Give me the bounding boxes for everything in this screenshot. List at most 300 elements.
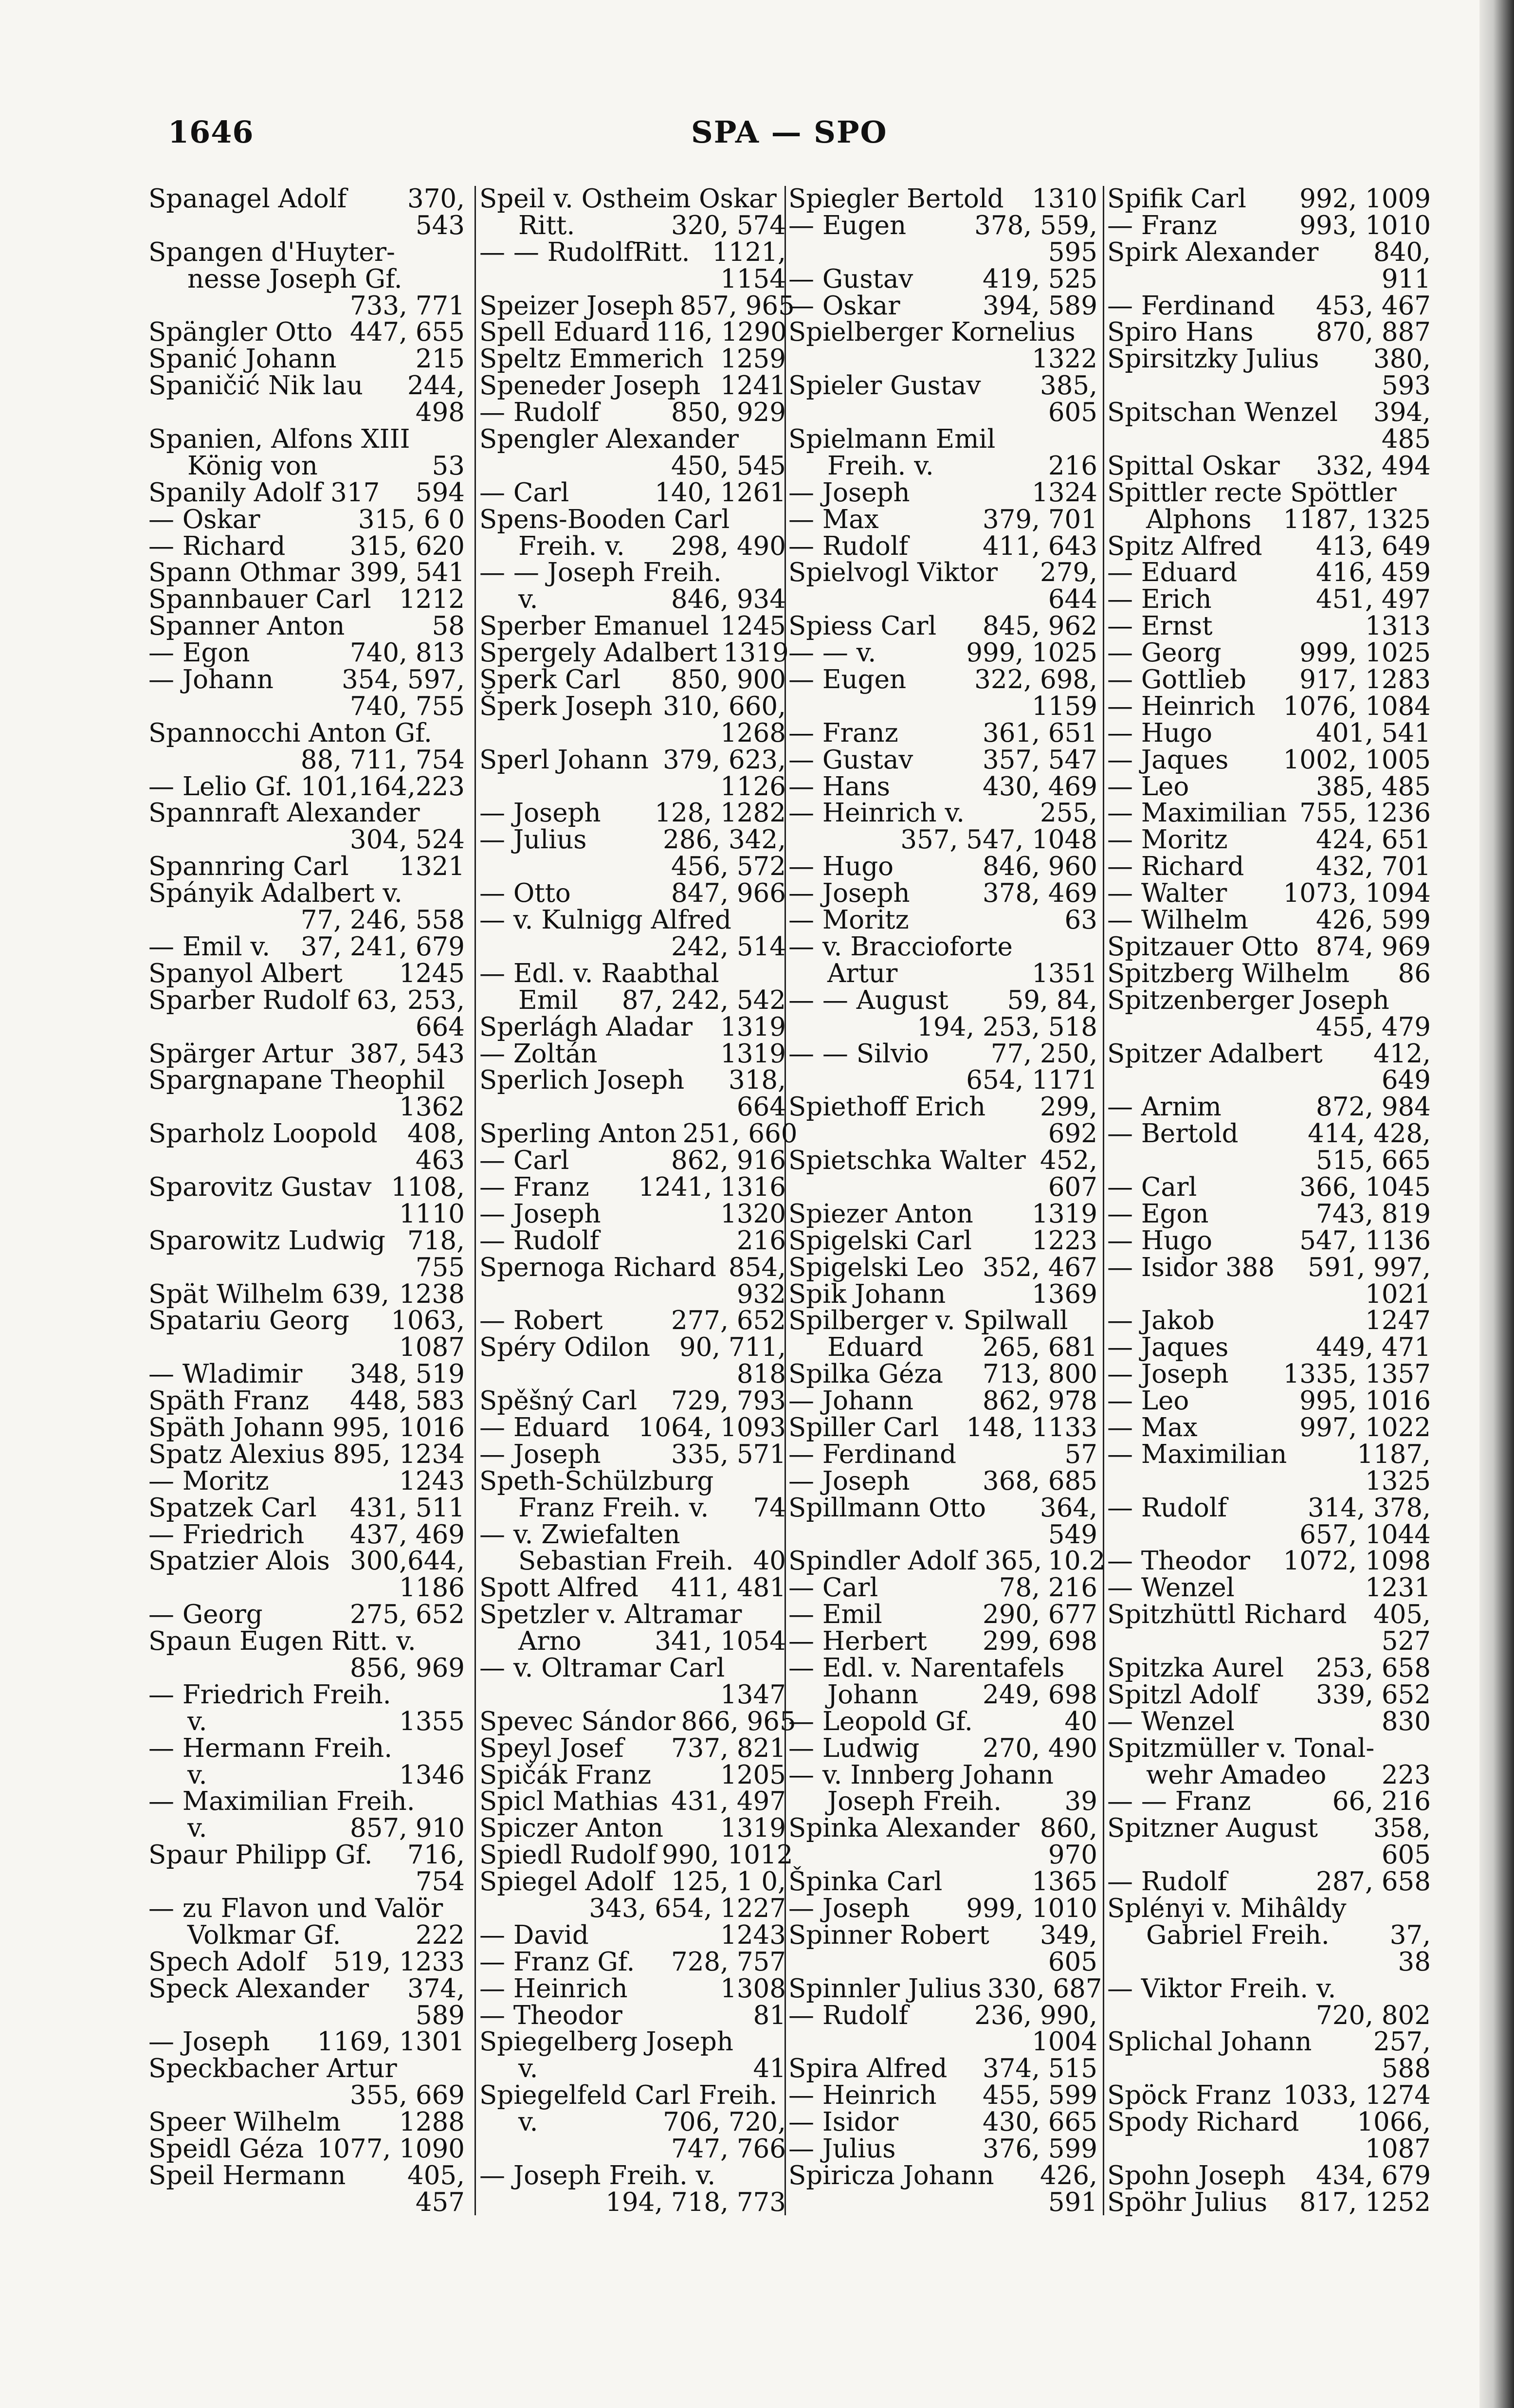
entry-name: Speizer Joseph	[479, 291, 674, 321]
entry-name: — Joseph	[479, 798, 601, 828]
entry-page-refs: 318,	[728, 1065, 786, 1095]
entry-name: — Rudolf	[479, 398, 600, 428]
entry-page-refs: 447, 655	[349, 317, 465, 347]
entry-page-refs: 847, 966	[671, 878, 786, 909]
entry-name: Johann	[827, 1679, 919, 1710]
entry-name: Spech Adolf	[148, 1947, 306, 1977]
entry-page-refs: 140, 1261	[655, 477, 786, 508]
entry-name: Spik Johann	[788, 1279, 946, 1309]
entry-page-refs: 222	[415, 1920, 465, 1950]
entry-name: Speltz Emmerich	[479, 344, 704, 374]
entry-page-refs: 412,	[1373, 1039, 1431, 1069]
entry-name: — Eugen	[788, 665, 907, 695]
index-entry-line	[788, 1602, 1097, 1628]
index-entry-line	[148, 1788, 465, 1815]
entry-name: — Eugen	[788, 210, 907, 240]
index-entry-line	[479, 1815, 786, 1842]
entry-page-refs: 37, 241, 679	[300, 931, 465, 962]
index-column-1	[148, 186, 465, 2230]
entry-name: Spinka Alexander	[788, 1813, 1020, 1843]
index-entry-line	[1107, 880, 1431, 907]
index-entry-line	[148, 1121, 465, 1148]
entry-name: Speck Alexander	[148, 1973, 369, 2004]
entry-page-refs: 733, 771	[349, 291, 465, 321]
entry-name: Šperk Joseph	[479, 691, 653, 721]
index-entry-line	[148, 266, 465, 293]
index-entry-line	[1107, 239, 1431, 266]
index-entry-line	[1107, 771, 1431, 802]
entry-name: Volkmar Gf.	[187, 1920, 341, 1950]
entry-name: — Joseph	[788, 1466, 910, 1496]
index-entry-line	[788, 1252, 1097, 1282]
index-entry-line	[148, 2029, 465, 2056]
entry-name: Spanić Johann	[148, 344, 337, 374]
entry-name: Sparber Rudolf 63,	[148, 985, 398, 1015]
entry-page-refs: 431, 497	[671, 1787, 786, 1817]
index-entry-line	[788, 747, 1097, 774]
entry-name: Speil v. Ostheim Oskar	[479, 184, 777, 214]
index-entry-line	[148, 640, 465, 667]
index-entry-line	[788, 453, 1097, 480]
entry-name: — Theodor	[479, 2000, 622, 2030]
index-entry-line	[1107, 1252, 1431, 1282]
index-entry-line	[479, 477, 786, 508]
entry-name: Spatariu Georg	[148, 1306, 349, 1336]
entry-name: — — Joseph Freih.	[479, 558, 722, 588]
entry-name: — Carl	[479, 1146, 569, 1176]
entry-page-refs: 595	[1048, 237, 1097, 267]
entry-page-refs: 38	[1398, 1947, 1431, 1977]
entry-name: — Oskar	[788, 291, 900, 321]
index-entry-line	[1107, 1308, 1431, 1334]
index-entry-line	[148, 987, 465, 1014]
entry-page-refs: 932	[736, 1279, 786, 1309]
index-entry-line	[148, 1067, 465, 1094]
index-entry-line	[1107, 1575, 1431, 1602]
entry-name: Spannocchi Anton Gf.	[148, 718, 432, 748]
entry-page-refs: 414, 428,	[1308, 1119, 1431, 1149]
entry-name: Sparowitz Ludwig	[148, 1225, 385, 1256]
entry-page-refs: 385, 485	[1315, 771, 1431, 802]
entry-page-refs: 1322	[1032, 344, 1097, 374]
entry-name: Spitzner August	[1107, 1813, 1318, 1843]
entry-name: Eduard	[827, 1332, 924, 1363]
index-entry-line	[479, 1679, 786, 1710]
index-entry-line	[1107, 1762, 1431, 1789]
entry-page-refs: 253,	[407, 985, 465, 1015]
index-entry-line	[148, 2109, 465, 2136]
column-divider	[1103, 186, 1104, 2215]
entry-page-refs: 970	[1048, 1840, 1097, 1870]
entry-name: — Georg	[148, 1600, 263, 1630]
index-entry-line	[1107, 2160, 1431, 2190]
entry-name: — — RudolfRitt.	[479, 237, 690, 267]
index-entry-line	[788, 1412, 1097, 1442]
index-entry-line	[148, 1575, 465, 1602]
index-entry-line	[148, 1252, 465, 1282]
index-entry-line	[479, 1201, 786, 1228]
entry-page-refs: 379, 701	[982, 504, 1097, 534]
index-entry-line	[1107, 2136, 1431, 2163]
entry-name: — Joseph	[1107, 1359, 1229, 1389]
entry-name: Spiegelfeld Carl Freih.	[479, 2080, 778, 2111]
index-entry-line	[148, 667, 465, 693]
index-entry-line	[788, 1148, 1097, 1174]
entry-name: — Gustav	[788, 745, 913, 775]
entry-name: — Julius	[479, 825, 587, 855]
entry-name: Speth-Schülzburg	[479, 1466, 714, 1496]
entry-page-refs: 332, 494	[1315, 451, 1431, 481]
index-entry-line	[479, 504, 786, 534]
entry-page-refs: 845, 962	[982, 611, 1097, 641]
entry-page-refs: 543	[415, 210, 465, 240]
index-entry-line	[148, 880, 465, 907]
entry-name: Spiezer Anton	[788, 1199, 973, 1229]
index-entry-line	[788, 1067, 1097, 1094]
entry-page-refs: 349,	[1040, 1920, 1097, 1950]
index-entry-line	[479, 2189, 786, 2216]
entry-name: — Franz	[788, 718, 898, 748]
entry-page-refs: 88, 711, 754	[300, 745, 465, 775]
index-entry-line	[148, 477, 465, 508]
index-entry-line	[788, 1679, 1097, 1710]
index-entry-line	[1107, 1281, 1431, 1308]
entry-name: — Georg	[1107, 638, 1222, 668]
entry-name: Spirk Alexander	[1107, 237, 1319, 267]
index-entry-line	[148, 210, 465, 240]
entry-page-refs: 125, 1 0,	[671, 1867, 786, 1897]
index-entry-line	[1107, 186, 1431, 213]
index-entry-line	[479, 346, 786, 373]
entry-name: — Eduard	[1107, 558, 1238, 588]
index-entry-line	[788, 800, 1097, 827]
index-entry-line	[788, 1762, 1097, 1789]
index-entry-line	[788, 1094, 1097, 1121]
entry-page-refs: 408,	[407, 1119, 465, 1149]
index-entry-line	[788, 827, 1097, 854]
entry-page-refs: 1077, 1090	[317, 2134, 465, 2164]
entry-name: — — Franz	[1107, 1787, 1251, 1817]
entry-name: — Emil	[788, 1600, 882, 1630]
entry-name: — Friedrich Freih.	[148, 1679, 391, 1710]
index-entry-line	[479, 1388, 786, 1415]
entry-page-refs: 605	[1048, 1947, 1097, 1977]
entry-page-refs: 277, 652	[671, 1306, 786, 1336]
index-entry-line	[479, 2056, 786, 2082]
index-entry-line	[479, 1896, 786, 1922]
entry-name: Spiegel Adolf	[479, 1867, 654, 1897]
entry-page-refs: 692	[1048, 1119, 1097, 1149]
entry-page-refs: 1245	[720, 611, 786, 641]
entry-name: Spens-Booden Carl	[479, 504, 730, 534]
entry-page-refs: 1288	[399, 2107, 465, 2137]
entry-page-refs: 607	[1048, 1172, 1097, 1202]
entry-name: — Hugo	[1107, 718, 1213, 748]
entry-page-refs: 401, 541	[1315, 718, 1431, 748]
index-entry-line	[1107, 1468, 1431, 1495]
index-entry-line	[479, 638, 789, 668]
index-entry-line	[788, 1575, 1097, 1602]
entry-page-refs: 857, 965	[679, 291, 795, 321]
entry-page-refs: 335, 571	[671, 1439, 786, 1469]
entry-name: Spitzer Adalbert	[1107, 1039, 1323, 1069]
index-entry-line	[788, 239, 1097, 266]
entry-name: Ritt.	[518, 210, 575, 240]
index-entry-line	[1107, 987, 1431, 1014]
entry-page-refs: 654, 1171	[966, 1065, 1097, 1095]
entry-page-refs: 354, 597,	[342, 665, 465, 695]
index-entry-line	[1107, 1361, 1431, 1388]
entry-name: Spindler Adolf 365,	[788, 1546, 1042, 1576]
entry-name: Spernoga Richard	[479, 1252, 716, 1282]
entry-page-refs: 339, 652	[1315, 1679, 1431, 1710]
index-entry-line	[479, 373, 786, 400]
index-entry-line	[148, 1225, 465, 1256]
index-entry-line	[479, 2000, 786, 2030]
entry-page-refs: 740, 755	[349, 691, 465, 721]
entry-page-refs: 432, 701	[1315, 852, 1431, 882]
index-entry-line	[148, 1041, 465, 1068]
entry-name: Spiricza Johann	[788, 2160, 994, 2190]
entry-page-refs: 1241, 1316	[638, 1172, 786, 1202]
index-entry-line	[1107, 1628, 1431, 1655]
entry-name: Spängler Otto	[148, 317, 333, 347]
entry-page-refs: 374, 515	[982, 2054, 1097, 2084]
entry-name: — Theodor	[1107, 1546, 1250, 1576]
index-entry-line	[788, 2082, 1097, 2109]
entry-page-refs: 817, 1252	[1299, 2187, 1431, 2217]
entry-name: — Bertold	[1107, 1119, 1239, 1149]
entry-name: Spěšný Carl	[479, 1386, 638, 1416]
entry-name: Arno	[518, 1626, 582, 1657]
index-entry-line	[788, 586, 1097, 613]
entry-page-refs: 1310	[1032, 184, 1097, 214]
index-entry-line	[479, 1174, 786, 1201]
entry-name: Spannring Carl	[148, 852, 349, 882]
entry-page-refs: 59, 84,	[1007, 985, 1097, 1015]
entry-page-refs: 223	[1381, 1760, 1431, 1790]
entry-page-refs: 1064, 1093	[638, 1412, 786, 1442]
index-entry-line	[148, 346, 465, 373]
index-entry-line	[148, 1361, 465, 1388]
entry-page-refs: 300,644,	[349, 1546, 465, 1576]
entry-name: Sebastian Freih.	[518, 1546, 734, 1576]
entry-name: Spitzka Aurel	[1107, 1653, 1284, 1683]
entry-page-refs: 358,	[1373, 1813, 1431, 1843]
entry-name: Speidl Géza	[148, 2134, 304, 2164]
entry-page-refs: 591	[1048, 2187, 1097, 2217]
index-entry-line	[1107, 533, 1431, 560]
entry-name: — Joseph	[788, 878, 910, 909]
index-entry-line	[1107, 1441, 1431, 1468]
entry-page-refs: 299,	[1040, 1092, 1097, 1122]
entry-name: Spangen d'Huyter-	[148, 237, 395, 267]
index-entry-line	[788, 771, 1097, 802]
index-entry-line	[479, 2029, 786, 2056]
entry-page-refs: 589	[415, 2000, 465, 2030]
entry-page-refs: 1186	[399, 1573, 465, 1603]
entry-name: Spinner Robert	[788, 1920, 989, 1950]
index-entry-line	[148, 1388, 465, 1415]
index-entry-line	[788, 426, 1097, 453]
entry-name: — Robert	[479, 1306, 603, 1336]
entry-page-refs: 1325	[1365, 1466, 1431, 1496]
entry-page-refs: 992, 1009	[1299, 184, 1431, 214]
entry-name: — Richard	[148, 531, 286, 561]
entry-page-refs: 53	[432, 451, 465, 481]
entry-page-refs: 830	[1381, 1706, 1431, 1736]
index-entry-line	[148, 800, 465, 827]
entry-name: Splényi v. Mihâldy	[1107, 1894, 1347, 1923]
index-entry-line	[788, 1628, 1097, 1655]
entry-name: — Gustav	[788, 264, 913, 294]
entry-name: — Franz Gf.	[479, 1947, 635, 1977]
entry-name: — Richard	[1107, 852, 1244, 882]
index-entry-line	[788, 1949, 1097, 1976]
entry-name: Spannraft Alexander	[148, 798, 420, 828]
page-edge-shadow	[1479, 0, 1514, 2408]
entry-page-refs: 355, 669	[349, 2080, 465, 2111]
index-entry-line	[1107, 1815, 1431, 1842]
index-entry-line	[1107, 586, 1431, 613]
entry-page-refs: 370,	[407, 184, 465, 214]
entry-name: — Ernst	[1107, 611, 1213, 641]
entry-name: — Max	[788, 504, 879, 534]
index-entry-line	[148, 720, 465, 747]
index-entry-line	[1107, 1896, 1431, 1922]
entry-page-refs: 1187, 1325	[1283, 504, 1431, 534]
entry-page-refs: 999, 1025	[1299, 638, 1431, 668]
index-entry-line	[479, 1281, 786, 1308]
index-entry-line	[148, 2160, 465, 2190]
index-entry-line	[479, 400, 786, 426]
entry-page-refs: 90, 711,	[679, 1332, 786, 1363]
index-entry-line	[1107, 958, 1431, 988]
entry-page-refs: 846, 934	[671, 584, 786, 615]
entry-page-refs: 1087	[399, 1332, 465, 1363]
entry-page-refs: 713, 800	[982, 1359, 1097, 1389]
entry-name: Spaur Philipp Gf.	[148, 1840, 373, 1870]
entry-page-refs: 737, 821	[671, 1733, 786, 1763]
entry-page-refs: 1319	[720, 1012, 786, 1042]
entry-page-refs: 1369	[1032, 1279, 1097, 1309]
entry-page-refs: 1268	[720, 718, 786, 748]
entry-page-refs: 426,	[1040, 2160, 1097, 2190]
index-entry-line	[1107, 400, 1431, 426]
entry-page-refs: 216	[1048, 451, 1097, 481]
entry-name: Špinka Carl	[788, 1867, 943, 1897]
entry-page-refs: 1245	[399, 958, 465, 988]
entry-page-refs: 385,	[1040, 371, 1097, 401]
entry-name: — — v.	[788, 638, 876, 668]
index-entry-line	[479, 2136, 786, 2163]
entry-name: Spányik Adalbert v.	[148, 878, 402, 909]
entry-page-refs: 364,	[1040, 1493, 1097, 1523]
index-entry-line	[1107, 1655, 1431, 1682]
entry-page-refs: 1324	[1032, 477, 1097, 508]
entry-page-refs: 1319	[723, 638, 789, 668]
entry-page-refs: 287, 658	[1315, 1867, 1431, 1897]
entry-name: Freih. v.	[518, 531, 625, 561]
entry-page-refs: 374,	[407, 1973, 465, 2004]
index-entry-line	[479, 907, 786, 934]
entry-name: — v. Kulnigg Alfred	[479, 905, 731, 935]
entry-page-refs: 1072, 1098	[1283, 1546, 1431, 1576]
index-entry-line	[1107, 747, 1431, 774]
entry-name: — Otto	[479, 878, 571, 909]
entry-name: Spott Alfred	[479, 1573, 639, 1603]
entry-name: — Isidor 388	[1107, 1252, 1275, 1282]
index-entry-line	[788, 1788, 1097, 1815]
index-entry-line	[148, 1495, 465, 1522]
index-entry-line	[148, 1602, 465, 1628]
entry-name: — Carl	[479, 477, 569, 508]
entry-name: — Moritz	[788, 905, 909, 935]
entry-page-refs: 999, 1025	[966, 638, 1097, 668]
entry-name: — Egon	[148, 638, 250, 668]
entry-page-refs: 1169, 1301	[317, 2027, 465, 2057]
index-entry-line	[1107, 266, 1431, 293]
index-entry-line	[148, 586, 465, 613]
index-entry-line	[1107, 1412, 1431, 1442]
entry-name: — Ludwig	[788, 1733, 920, 1763]
index-entry-line	[479, 1735, 786, 1762]
index-entry-line	[788, 880, 1097, 907]
entry-page-refs: 101,164,223	[300, 771, 465, 802]
index-entry-line	[1107, 854, 1431, 880]
entry-name: Spifik Carl	[1107, 184, 1246, 214]
index-entry-line	[148, 907, 465, 934]
index-entry-line	[479, 560, 786, 586]
entry-page-refs: 1159	[1032, 691, 1097, 721]
entry-page-refs: 1205	[720, 1760, 786, 1790]
entry-page-refs: 850, 900	[671, 665, 786, 695]
index-entry-line	[788, 346, 1097, 373]
entry-page-refs: 81	[753, 2000, 786, 2030]
index-entry-line	[1107, 1706, 1431, 1736]
index-entry-line	[1107, 1869, 1431, 1896]
index-entry-line	[788, 533, 1097, 560]
index-entry-line	[1107, 827, 1431, 854]
entry-page-refs: 315, 6 0	[358, 504, 465, 534]
entry-page-refs: 249, 698	[982, 1679, 1097, 1710]
index-entry-line	[1107, 1679, 1431, 1710]
index-entry-line	[479, 2160, 786, 2190]
entry-name: Spillmann Otto	[788, 1493, 986, 1523]
index-entry-line	[148, 2082, 465, 2109]
index-entry-line	[1107, 1735, 1431, 1762]
entry-name: — Leo	[1107, 1386, 1189, 1416]
index-entry-line	[788, 319, 1097, 346]
entry-name: — Joseph	[479, 1199, 601, 1229]
entry-page-refs: 1110	[399, 1199, 465, 1229]
index-entry-line	[148, 827, 465, 854]
index-entry-line	[148, 239, 465, 266]
index-entry-line	[148, 931, 465, 962]
index-entry-line	[148, 854, 465, 880]
entry-name: — Viktor Freih. v.	[1107, 1973, 1336, 2004]
entry-page-refs: 424, 651	[1315, 825, 1431, 855]
entry-page-refs: 866, 965	[681, 1706, 796, 1736]
entry-name: — Moritz	[148, 1466, 269, 1496]
entry-name: — Hugo	[1107, 1225, 1213, 1256]
index-entry-line	[788, 400, 1097, 426]
entry-page-refs: 999, 1010	[966, 1894, 1097, 1923]
entry-page-refs: 279,	[1040, 558, 1097, 588]
index-entry-line	[479, 667, 786, 693]
entry-page-refs: 379, 623,	[663, 745, 786, 775]
entry-page-refs: 310, 660,	[663, 691, 786, 721]
